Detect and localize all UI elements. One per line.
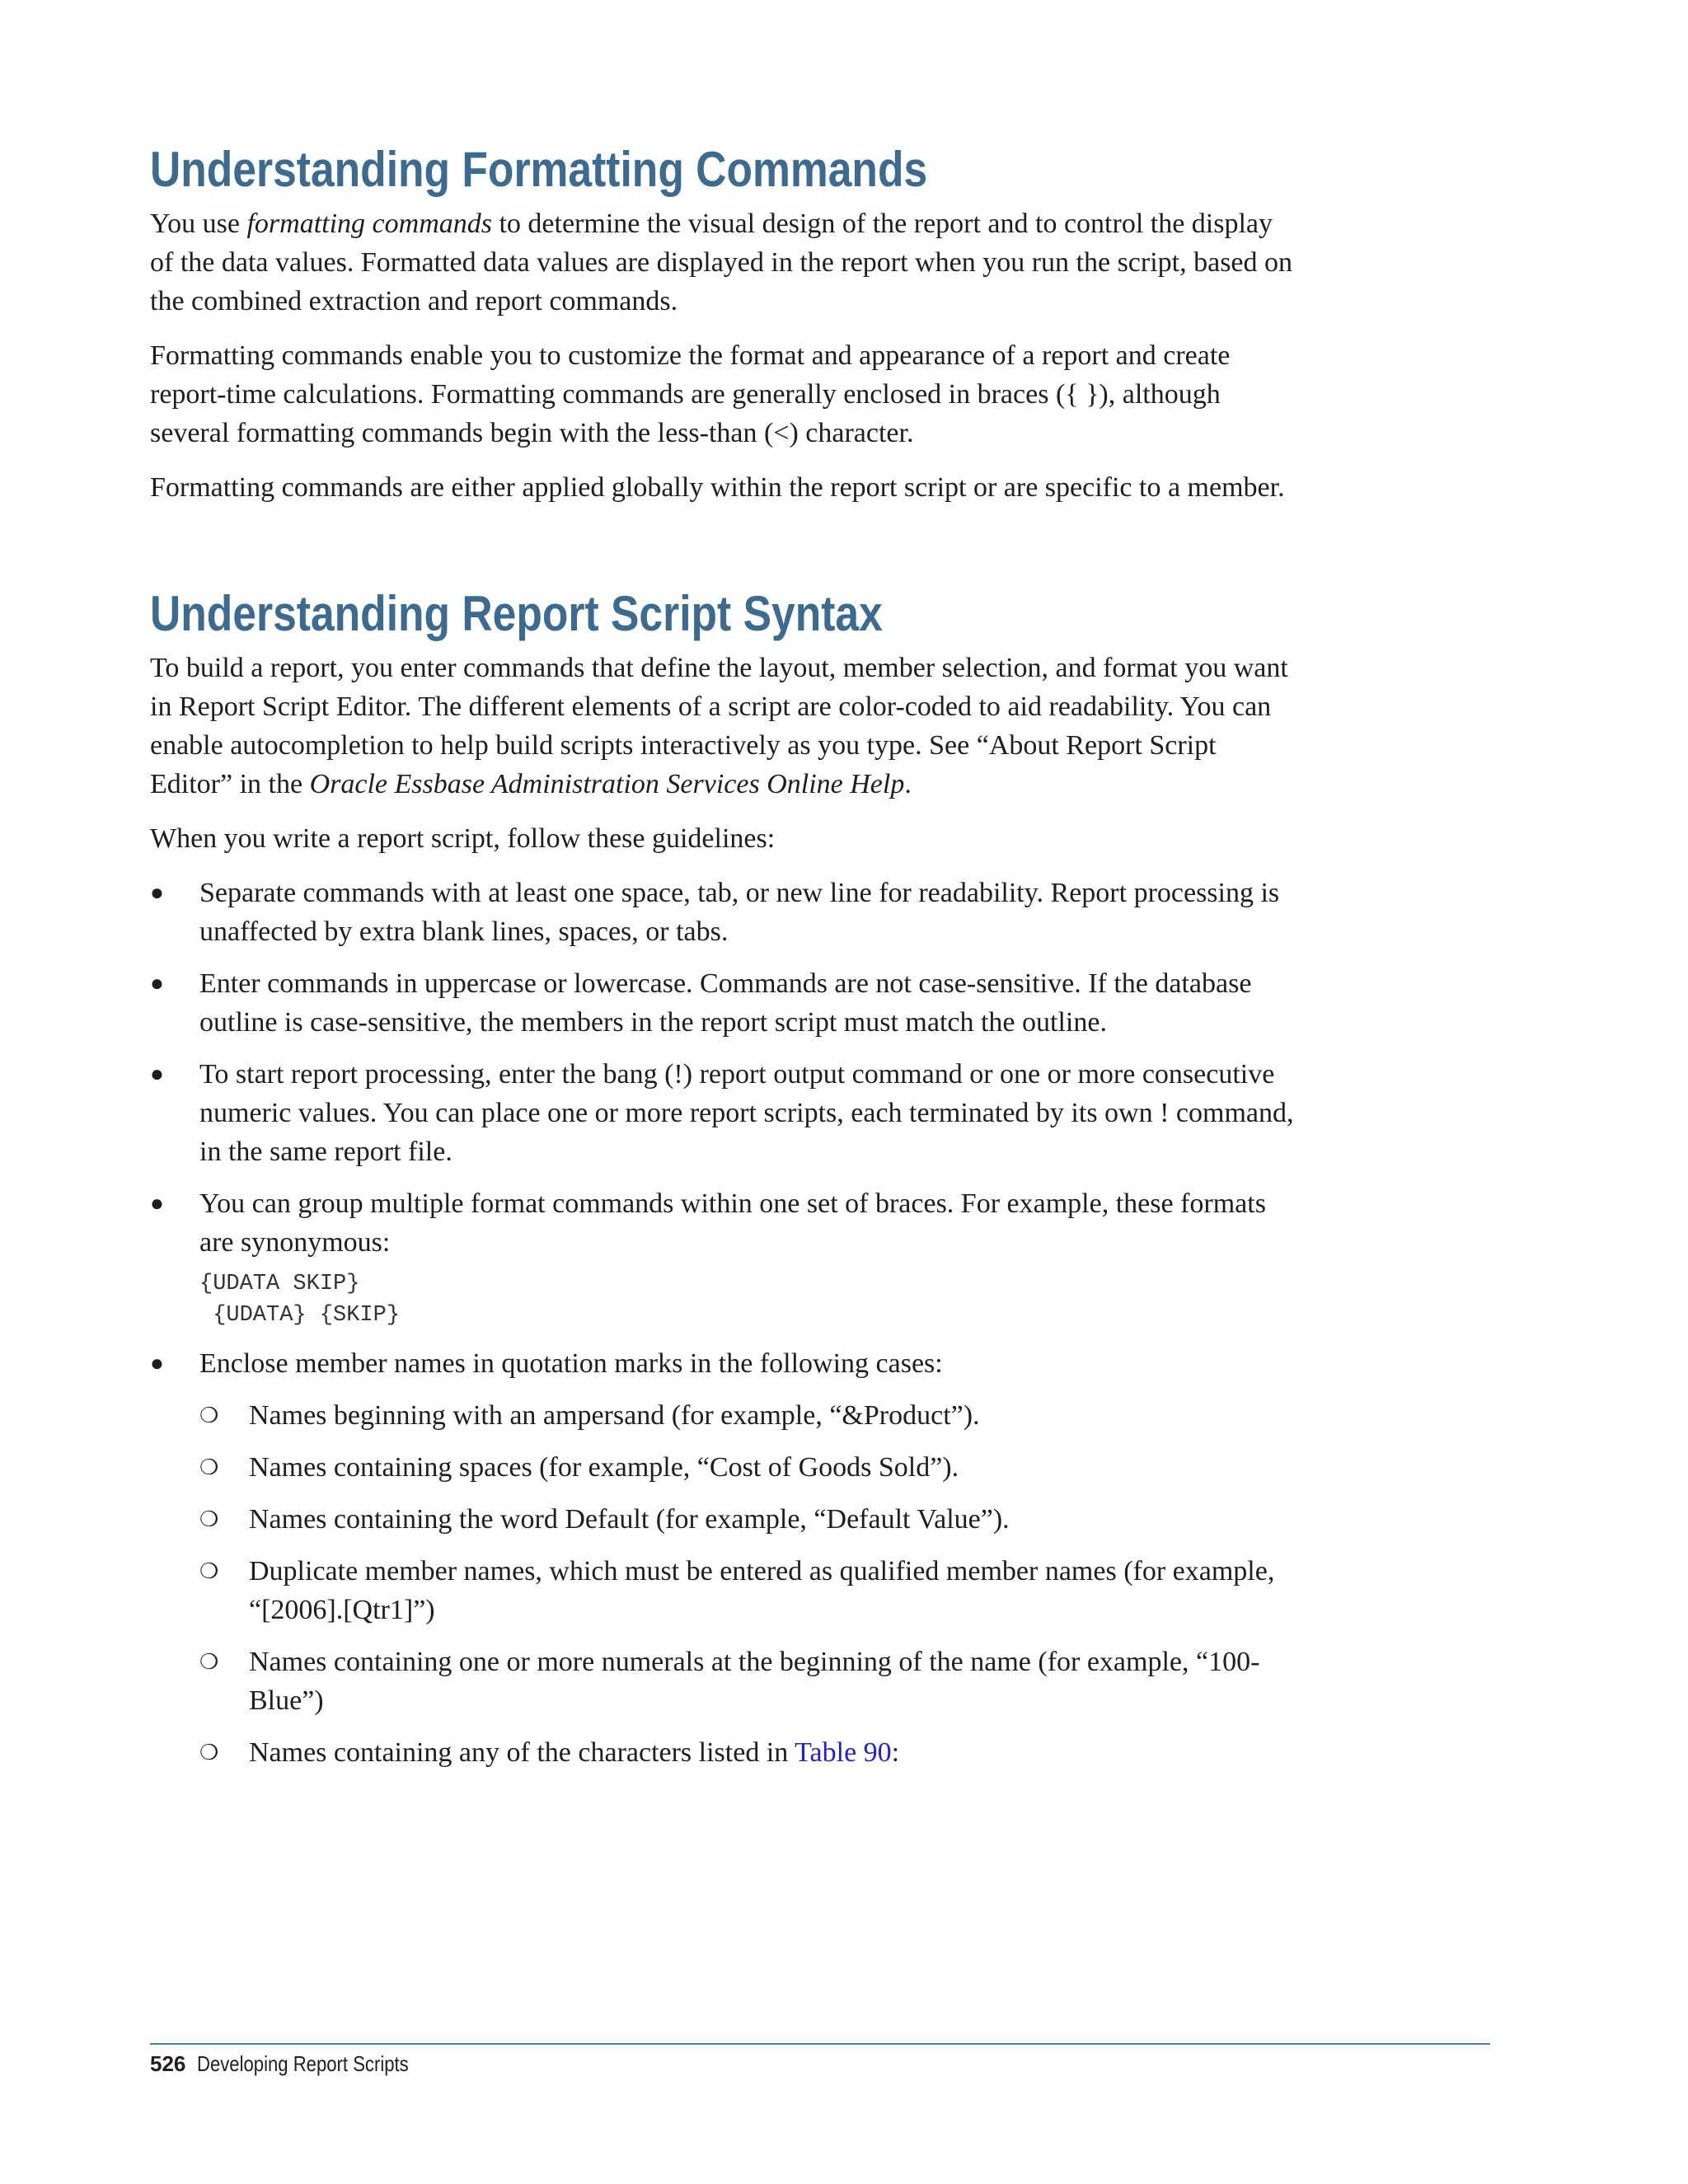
list-item-text: Enclose member names in quotation marks in the following cases:	[199, 1348, 943, 1379]
sub-list-item-text: Duplicate member names, which must be entered as qualified member names (for example, “[2006].[Qtr1]”)	[249, 1556, 1275, 1625]
paragraph: Formatting commands are either applied globally within the report script or are specific to a member.	[150, 472, 1285, 503]
list-item	[150, 964, 1296, 1042]
italic-term: formatting commands	[246, 209, 492, 239]
page-number: 526	[150, 2051, 186, 2076]
list-item-text: Separate commands with at least one space, tab, or new line for readability. Report processing is unaffected by extra blank lines, spaces, or tabs.	[199, 878, 1280, 947]
italic-book-title: Oracle Essbase Administration Services Online Help	[309, 769, 905, 799]
table-90-link[interactable]: Table 90	[795, 1737, 892, 1768]
paragraph	[150, 649, 1296, 804]
page-footer	[150, 2049, 446, 2079]
text: :	[891, 1737, 900, 1768]
bullet-icon: ●	[150, 880, 164, 906]
code-line: {UDATA SKIP}	[199, 1272, 360, 1296]
bullet-icon: ●	[150, 971, 164, 996]
list-item	[150, 1184, 1296, 1331]
list-item	[150, 874, 1296, 951]
code-block	[199, 1268, 1296, 1331]
code-line: {UDATA} {SKIP}	[199, 1303, 401, 1328]
section-heading-report-script-syntax: Understanding Report Script Syntax	[150, 586, 883, 641]
sub-list	[199, 1396, 1296, 1772]
bullet-icon: ●	[150, 1062, 164, 1087]
bullet-icon: ●	[150, 1191, 164, 1216]
sub-list-item-text: Names containing one or more numerals at the beginning of the name (for example, “100-Blue”)	[249, 1647, 1260, 1716]
sub-list-item-text: Names containing the word Default (for example, “Default Value”).	[249, 1504, 1010, 1535]
sub-list-item	[199, 1733, 1296, 1772]
bullet-icon: ●	[150, 1351, 164, 1376]
paragraph: When you write a report script, follow these guidelines:	[150, 823, 776, 854]
sub-list-item-text: Names containing spaces (for example, “Cost of Goods Sold”).	[249, 1452, 959, 1483]
text: You use	[150, 209, 247, 239]
paragraph: Formatting commands enable you to customize the format and appearance of a report and create report-time calculations. Formatting commands are generally enclosed in braces ({ }), although several formatting commands begin with the less-than (<) character.	[150, 340, 1231, 448]
footer-divider	[150, 2043, 1490, 2045]
list-item	[150, 1344, 1296, 1772]
circle-bullet-icon: ❍	[199, 1741, 219, 1765]
text: .	[904, 769, 912, 799]
section-heading-formatting-commands: Understanding Formatting Commands	[150, 142, 928, 197]
list-item-text: To start report processing, enter the bang (!) report output command or one or more consecutive numeric values. You can place one or more report scripts, each terminated by its own ! command, in the same report file.	[199, 1059, 1294, 1167]
sub-list-item	[199, 1552, 1296, 1629]
sub-list-item	[199, 1396, 1296, 1435]
guidelines-list	[150, 874, 1296, 1772]
circle-bullet-icon: ❍	[199, 1650, 219, 1674]
sub-list-item	[199, 1643, 1296, 1720]
text: to determine the visual design of the report and to control the display of the data values. Formatted data values are displayed in the report when you run the script, based on the combined extraction and report commands.	[150, 209, 1293, 316]
sub-list-item-text: Names beginning with an ampersand (for example, “&Product”).	[249, 1400, 980, 1431]
page-content	[150, 140, 1296, 1785]
list-item-text: You can group multiple format commands within one set of braces. For example, these formats are synonymous:	[199, 1188, 1266, 1258]
circle-bullet-icon: ❍	[199, 1507, 219, 1531]
chapter-title: Developing Report Scripts	[197, 2051, 410, 2076]
circle-bullet-icon: ❍	[199, 1404, 219, 1427]
sub-list-item	[199, 1448, 1296, 1487]
paragraph	[150, 204, 1296, 321]
sub-list-item	[199, 1500, 1296, 1539]
circle-bullet-icon: ❍	[199, 1455, 219, 1479]
circle-bullet-icon: ❍	[199, 1559, 219, 1583]
list-item	[150, 1055, 1296, 1171]
list-item-text: Enter commands in uppercase or lowercase. Commands are not case-sensitive. If the database outline is case-sensitive, the members in the report script must match the outline.	[199, 968, 1252, 1038]
sub-list-item-text: Names containing any of the characters listed in	[249, 1737, 795, 1768]
text: To build a report, you enter commands that define the layout, member selection, and format you want in Report Script Editor. The different elements of a script are color-coded to aid readability. You can enable autocompletion to help build scripts interactively as you type. See “About Report Script Editor” in the	[150, 653, 1288, 799]
